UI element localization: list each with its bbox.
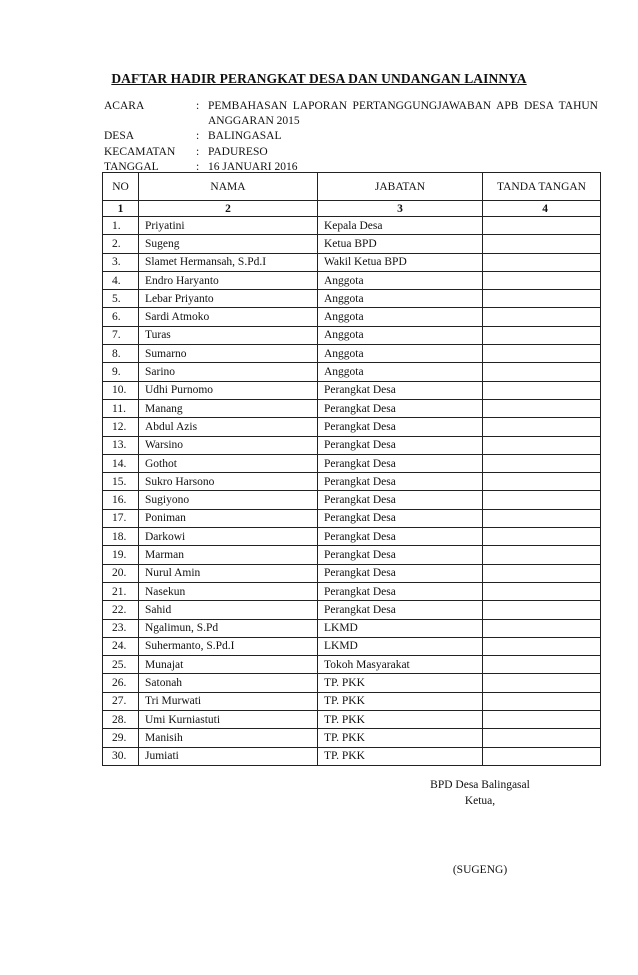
row-signature-cell: [483, 674, 601, 692]
table-row: [103, 674, 601, 692]
header-jabatan: JABATAN: [318, 173, 483, 201]
meta-colon: :: [196, 160, 200, 173]
row-signature-cell: [483, 491, 601, 509]
table-row: [103, 253, 601, 271]
row-name: Udhi Purnomo: [139, 381, 318, 399]
row-number: 9.: [103, 363, 139, 381]
table-row: [103, 546, 601, 564]
row-name: Sukro Harsono: [139, 473, 318, 491]
row-signature-cell: [483, 582, 601, 600]
row-position: TP. PKK: [318, 674, 483, 692]
column-number: 1: [103, 201, 139, 217]
row-position: Ketua BPD: [318, 235, 483, 253]
row-number: 30.: [103, 747, 139, 765]
table-row: [103, 491, 601, 509]
table-row: [103, 509, 601, 527]
table-row: [103, 326, 601, 344]
row-name: Priyatini: [139, 217, 318, 235]
meta-label: KECAMATAN: [104, 145, 176, 158]
row-position: TP. PKK: [318, 711, 483, 729]
row-signature-cell: [483, 528, 601, 546]
table-row: [103, 711, 601, 729]
row-number: 27.: [103, 692, 139, 710]
row-name: Manisih: [139, 729, 318, 747]
row-number: 28.: [103, 711, 139, 729]
meta-row-acara: [104, 99, 598, 114]
table-row: [103, 454, 601, 472]
row-number: 3.: [103, 253, 139, 271]
row-position: Perangkat Desa: [318, 582, 483, 600]
row-number: 21.: [103, 582, 139, 600]
row-position: Perangkat Desa: [318, 454, 483, 472]
meta-value: PADURESO: [208, 145, 268, 158]
row-signature-cell: [483, 290, 601, 308]
row-number: 12.: [103, 418, 139, 436]
signature-block: [380, 778, 580, 809]
row-number: 6.: [103, 308, 139, 326]
column-number-row: [103, 201, 601, 217]
row-number: 11.: [103, 399, 139, 417]
row-name: Sugeng: [139, 235, 318, 253]
row-name: Nasekun: [139, 582, 318, 600]
meta-colon: :: [196, 145, 200, 158]
row-signature-cell: [483, 326, 601, 344]
row-number: 14.: [103, 454, 139, 472]
meta-value: 16 JANUARI 2016: [208, 160, 298, 173]
row-signature-cell: [483, 418, 601, 436]
table-row: [103, 656, 601, 674]
meta-label: DESA: [104, 130, 135, 143]
meta-label: TANGGAL: [104, 160, 159, 173]
row-name: Darkowi: [139, 528, 318, 546]
header-nama: NAMA: [139, 173, 318, 201]
row-position: Anggota: [318, 308, 483, 326]
table-row: [103, 345, 601, 363]
row-position: Anggota: [318, 363, 483, 381]
table-row: [103, 363, 601, 381]
table-row: [103, 308, 601, 326]
row-position: Anggota: [318, 290, 483, 308]
row-name: Gothot: [139, 454, 318, 472]
table-row: [103, 473, 601, 491]
row-position: Perangkat Desa: [318, 491, 483, 509]
column-number: 3: [318, 201, 483, 217]
table-row: [103, 235, 601, 253]
row-number: 7.: [103, 326, 139, 344]
row-number: 22.: [103, 601, 139, 619]
row-position: Tokoh Masyarakat: [318, 656, 483, 674]
row-number: 17.: [103, 509, 139, 527]
header-no: NO: [103, 173, 139, 201]
signature-role: Ketua,: [464, 794, 496, 807]
table-row: [103, 582, 601, 600]
row-position: Anggota: [318, 326, 483, 344]
table-row: [103, 436, 601, 454]
row-position: Anggota: [318, 345, 483, 363]
row-signature-cell: [483, 363, 601, 381]
row-signature-cell: [483, 656, 601, 674]
row-position: Wakil Ketua BPD: [318, 253, 483, 271]
row-signature-cell: [483, 235, 601, 253]
row-position: Perangkat Desa: [318, 473, 483, 491]
row-signature-cell: [483, 271, 601, 289]
row-position: Kepala Desa: [318, 217, 483, 235]
row-name: Lebar Priyanto: [139, 290, 318, 308]
row-signature-cell: [483, 509, 601, 527]
row-name: Sahid: [139, 601, 318, 619]
table-row: [103, 637, 601, 655]
row-name: Ngalimun, S.Pd: [139, 619, 318, 637]
row-position: Perangkat Desa: [318, 601, 483, 619]
row-position: Perangkat Desa: [318, 381, 483, 399]
row-number: 5.: [103, 290, 139, 308]
row-signature-cell: [483, 473, 601, 491]
row-number: 18.: [103, 528, 139, 546]
row-name: Turas: [139, 326, 318, 344]
row-signature-cell: [483, 253, 601, 271]
row-position: LKMD: [318, 619, 483, 637]
row-signature-cell: [483, 601, 601, 619]
row-signature-cell: [483, 308, 601, 326]
row-signature-cell: [483, 436, 601, 454]
table-row: [103, 619, 601, 637]
table-header-row: [103, 173, 601, 201]
row-name: Abdul Azis: [139, 418, 318, 436]
row-name: Marman: [139, 546, 318, 564]
row-name: Sardi Atmoko: [139, 308, 318, 326]
meta-row-acara-cont: [104, 114, 598, 129]
table-row: [103, 692, 601, 710]
row-signature-cell: [483, 692, 601, 710]
table-row: [103, 217, 601, 235]
row-name: Satonah: [139, 674, 318, 692]
row-number: 19.: [103, 546, 139, 564]
table-row: [103, 381, 601, 399]
row-position: Perangkat Desa: [318, 528, 483, 546]
row-name: Tri Murwati: [139, 692, 318, 710]
row-position: Perangkat Desa: [318, 418, 483, 436]
table-row: [103, 564, 601, 582]
row-position: Perangkat Desa: [318, 546, 483, 564]
row-name: Sarino: [139, 363, 318, 381]
attendance-table: [102, 172, 601, 766]
row-position: Anggota: [318, 271, 483, 289]
table-row: [103, 601, 601, 619]
row-name: Munajat: [139, 656, 318, 674]
meta-row-kecamatan: [104, 145, 598, 160]
row-number: 16.: [103, 491, 139, 509]
attendance-rows: [103, 217, 601, 766]
row-signature-cell: [483, 747, 601, 765]
row-signature-cell: [483, 217, 601, 235]
row-signature-cell: [483, 729, 601, 747]
meta-colon: :: [196, 100, 200, 112]
meta-value-cont: ANGGARAN 2015: [208, 115, 300, 128]
row-signature-cell: [483, 564, 601, 582]
row-number: 2.: [103, 235, 139, 253]
table-row: [103, 418, 601, 436]
table-row: [103, 290, 601, 308]
row-number: 15.: [103, 473, 139, 491]
row-signature-cell: [483, 399, 601, 417]
row-name: Sugiyono: [139, 491, 318, 509]
row-position: Perangkat Desa: [318, 436, 483, 454]
row-number: 8.: [103, 345, 139, 363]
row-signature-cell: [483, 619, 601, 637]
table-row: [103, 729, 601, 747]
row-name: Nurul Amin: [139, 564, 318, 582]
table-row: [103, 399, 601, 417]
row-name: Sumarno: [139, 345, 318, 363]
page-title: DAFTAR HADIR PERANGKAT DESA DAN UNDANGAN LAINNYA: [111, 71, 527, 86]
signature-name: (SUGENG): [452, 864, 508, 876]
row-number: 25.: [103, 656, 139, 674]
row-number: 10.: [103, 381, 139, 399]
signature-org: BPD Desa Balingasal: [430, 779, 530, 791]
row-position: Perangkat Desa: [318, 564, 483, 582]
row-number: 23.: [103, 619, 139, 637]
header-tanda-tangan: TANDA TANGAN: [483, 173, 601, 201]
meta-value: BALINGASAL: [208, 130, 282, 143]
row-signature-cell: [483, 381, 601, 399]
row-position: TP. PKK: [318, 729, 483, 747]
row-signature-cell: [483, 637, 601, 655]
row-position: Perangkat Desa: [318, 399, 483, 417]
row-name: Slamet Hermansah, S.Pd.I: [139, 253, 318, 271]
row-name: Poniman: [139, 509, 318, 527]
row-signature-cell: [483, 546, 601, 564]
row-name: Endro Haryanto: [139, 271, 318, 289]
row-position: TP. PKK: [318, 747, 483, 765]
table-row: [103, 528, 601, 546]
column-number: 2: [139, 201, 318, 217]
table-row: [103, 747, 601, 765]
row-number: 24.: [103, 637, 139, 655]
row-number: 29.: [103, 729, 139, 747]
row-position: LKMD: [318, 637, 483, 655]
row-signature-cell: [483, 454, 601, 472]
meta-colon: :: [196, 130, 200, 143]
row-number: 20.: [103, 564, 139, 582]
row-position: TP. PKK: [318, 692, 483, 710]
row-number: 26.: [103, 674, 139, 692]
meta-value: PEMBAHASAN LAPORAN PERTANGGUNGJAWABAN APB DESA TAHUN: [208, 100, 598, 112]
row-name: Warsino: [139, 436, 318, 454]
row-name: Jumiati: [139, 747, 318, 765]
row-signature-cell: [483, 345, 601, 363]
row-number: 1.: [103, 217, 139, 235]
row-signature-cell: [483, 711, 601, 729]
row-name: Umi Kurniastuti: [139, 711, 318, 729]
row-name: Manang: [139, 399, 318, 417]
event-details: [104, 99, 598, 175]
meta-row-desa: [104, 129, 598, 144]
table-row: [103, 271, 601, 289]
meta-label: ACARA: [104, 100, 145, 112]
row-name: Suhermanto, S.Pd.I: [139, 637, 318, 655]
row-position: Perangkat Desa: [318, 509, 483, 527]
row-number: 4.: [103, 271, 139, 289]
row-number: 13.: [103, 436, 139, 454]
column-number: 4: [483, 201, 601, 217]
